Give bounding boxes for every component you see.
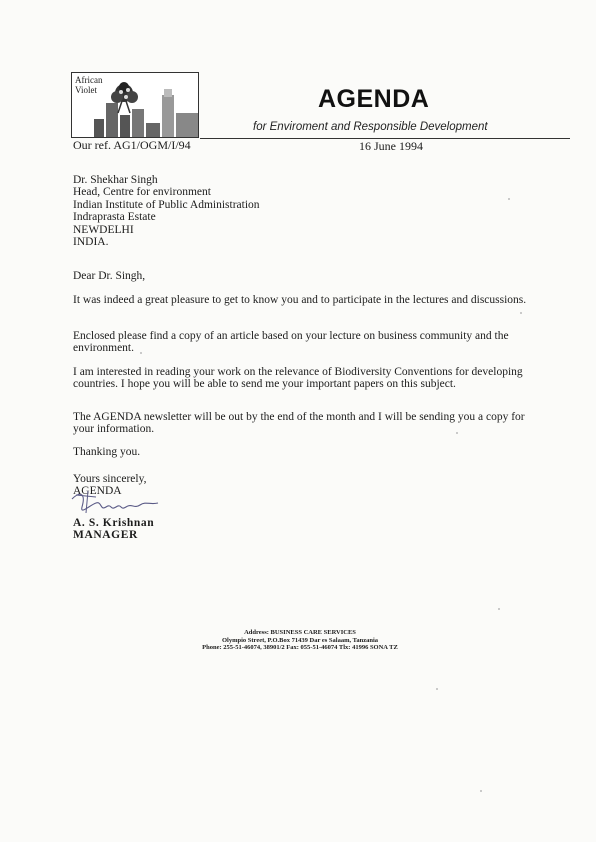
body-paragraph: I am interested in reading your work on the relevance of Biodiversity Conventions for developing countries. I hope you will be able to send me your important papers on this subject. (73, 366, 523, 391)
body-paragraph: Enclosed please find a copy of an article based on your lecture on business community and the environment. (73, 330, 509, 355)
signatory-title: MANAGER (73, 529, 138, 542)
salutation: Dear Dr. Singh, (73, 270, 146, 282)
recipient-line: NEWDELHI (73, 223, 134, 236)
footer-line: Phone: 255-51-46074, 38901/2 Fax: 055-51-46074 Tlx: 41996 SONA TZ (202, 644, 398, 651)
recipient-line: INDIA. (73, 236, 109, 249)
footer-line: Address: BUSINESS CARE SERVICES (244, 629, 356, 636)
recipient-line: Head, Centre for environment (73, 186, 211, 199)
recipient-line: Indian Institute of Public Administration (73, 198, 260, 211)
organization-name: AGENDA (318, 85, 430, 113)
letter-date: 16 June 1994 (359, 139, 423, 153)
body-paragraph: Thanking you. (73, 446, 141, 458)
logo (71, 72, 199, 138)
closing-line: Yours sincerely, (73, 473, 147, 485)
organization-tagline: for Enviroment and Responsible Development (253, 121, 488, 133)
footer-line: Olympio Street, P.O.Box 71439 Dar es Salaam, Tanzania (221, 636, 379, 644)
body-paragraph: It was indeed a great pleasure to get to know you and to participate in the lectures and discussions. (73, 294, 527, 306)
recipient-line: Dr. Shekhar Singh (73, 174, 158, 186)
footer-address (150, 629, 450, 652)
closing-organization: AGENDA (73, 485, 122, 498)
recipient-address (73, 174, 260, 248)
reference-number: Our ref. AG1/OGM/I/94 (73, 138, 191, 152)
logo-text-line1: African (75, 75, 103, 85)
recipient-line: Indraprasta Estate (73, 211, 156, 224)
signatory (73, 517, 154, 542)
logo-text-line2: Violet (75, 85, 97, 95)
body-paragraph: The AGENDA newsletter will be out by the end of the month and I will be sending you a copy for your information. (73, 411, 525, 436)
signatory-name: A. S. Krishnan (73, 517, 155, 529)
